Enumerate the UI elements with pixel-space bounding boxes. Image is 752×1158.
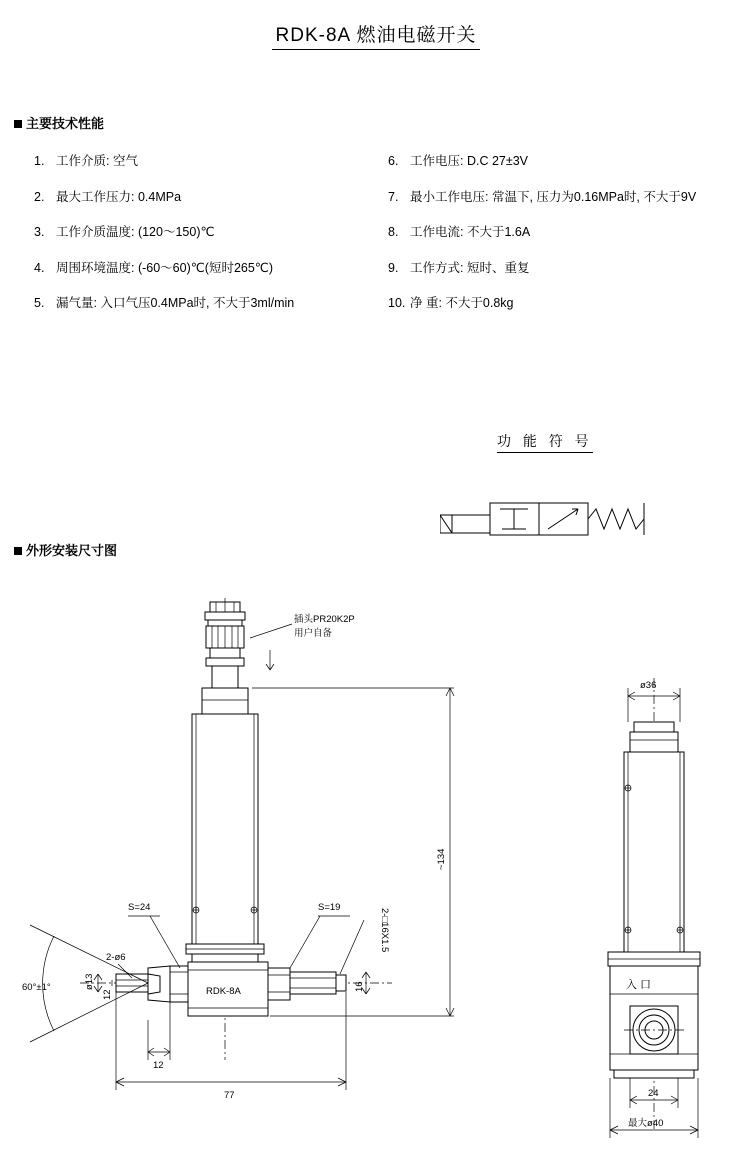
spec-section-heading [14, 113, 104, 132]
square-bullet-icon [14, 547, 22, 555]
dim-heading-text: 外形安装尺寸图 [26, 543, 118, 558]
list-item [34, 297, 374, 310]
list-item [34, 155, 374, 168]
list-item-number: 1. [34, 154, 45, 168]
list-item [388, 191, 748, 204]
list-item-number: 10. [388, 296, 406, 310]
list-item [388, 155, 748, 168]
list-item-number: 7. [388, 189, 399, 204]
port-holes-label: 2-ø6 [106, 952, 126, 963]
side-view-drawing [580, 660, 740, 1150]
function-symbol-diagram [440, 485, 670, 555]
hex-right-label: S=19 [318, 902, 341, 913]
thread-label: 2-□16X1.5 [379, 908, 390, 953]
list-item-text: 最大工作压力: 0.4MPa [56, 189, 182, 204]
list-item [388, 297, 748, 310]
spec-heading-text: 主要技术性能 [26, 116, 105, 131]
hex-left-label: S=24 [128, 902, 151, 913]
top-diameter-label: ø36 [640, 680, 657, 691]
list-item-number: 8. [388, 225, 399, 239]
list-item-text: 周围环境温度: (-60～60)℃(短时265℃) [56, 260, 273, 275]
diameter13-label: ø13 [84, 973, 95, 990]
list-item-text: 净 重: 不大于0.8kg [410, 296, 514, 310]
function-symbol-heading-text: 功 能 符 号 [497, 433, 593, 453]
spec-list-right [388, 155, 748, 333]
list-item-text: 最小工作电压: 常温下, 压力为0.16MPa时, 不大于9V [410, 189, 697, 204]
inlet-label: 入 口 [626, 979, 652, 991]
list-item-number: 4. [34, 260, 45, 275]
dim16-label: 16 [354, 981, 365, 992]
page-title [0, 20, 752, 47]
list-item [388, 226, 748, 239]
connector-note-line1: 插头PR20K2P [294, 614, 355, 625]
list-item-number: 5. [34, 296, 45, 310]
list-item-number: 9. [388, 260, 399, 275]
dim24-label: 24 [648, 1088, 659, 1099]
list-item-text: 工作方式: 短时、重复 [410, 260, 530, 275]
list-item-number: 3. [34, 225, 45, 239]
page-title-text: RDK-8A 燃油电磁开关 [272, 25, 481, 50]
dim12-vertical-label: 12 [102, 989, 113, 1000]
list-item [34, 262, 374, 275]
list-item-text: 漏气量: 入口气压0.4MPa时, 不大于3ml/min [56, 296, 295, 310]
function-symbol-heading [497, 431, 593, 451]
list-item-text: 工作介质温度: (120～150)℃ [56, 225, 215, 239]
height-label: ~134 [436, 848, 447, 870]
square-bullet-icon [14, 120, 22, 128]
body-label: RDK-8A [206, 986, 241, 997]
dimension-section-heading [14, 540, 117, 559]
angle-label: 60°±1° [22, 982, 51, 993]
list-item-text: 工作电压: D.C 27±3V [410, 154, 528, 168]
connector-note-line2: 用户自备 [294, 628, 333, 639]
spec-list-left [34, 155, 374, 333]
list-item [34, 191, 374, 204]
list-item-text: 工作电流: 不大于1.6A [410, 225, 531, 239]
dim77-label: 77 [224, 1090, 235, 1101]
max-diameter-label: 最大ø40 [628, 1118, 664, 1129]
list-item-number: 6. [388, 154, 399, 168]
dim12-horizontal-label: 12 [153, 1060, 164, 1071]
list-item-number: 2. [34, 189, 45, 204]
list-item-text: 工作介质: 空气 [56, 154, 138, 168]
front-view-drawing [20, 590, 520, 1150]
list-item [34, 226, 374, 239]
list-item [388, 262, 748, 275]
